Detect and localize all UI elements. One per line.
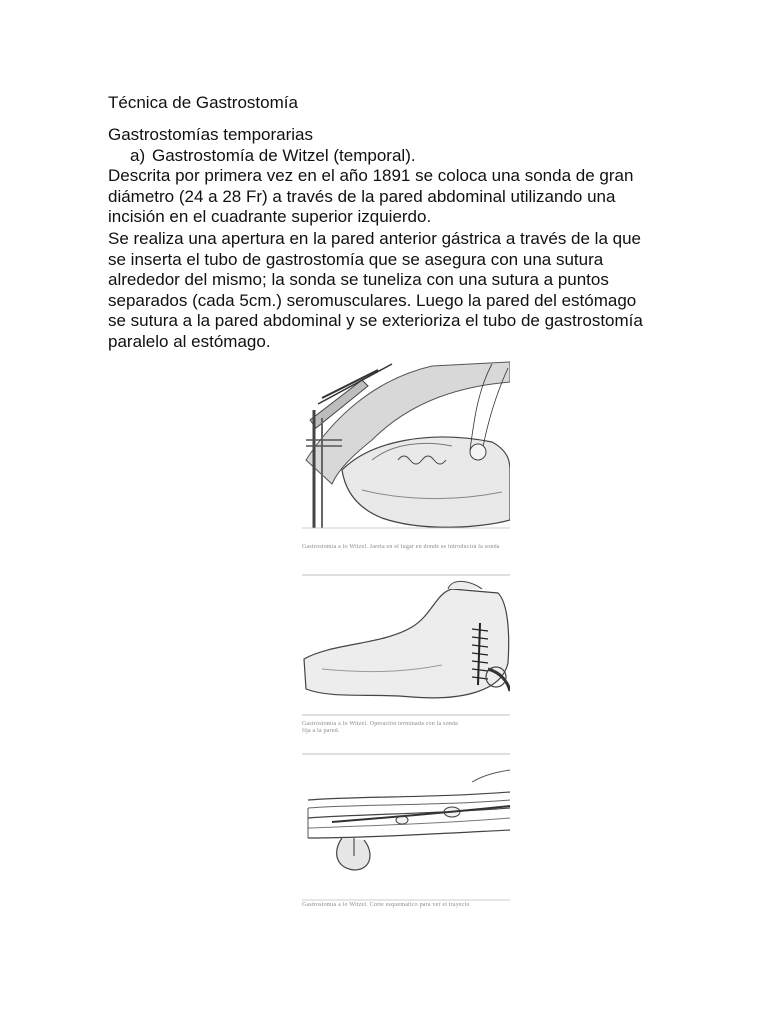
- document-title: Técnica de Gastrostomía: [108, 93, 298, 112]
- paragraph-line: paralelo al estómago.: [108, 331, 271, 351]
- figure-caption: Gastrostomía a lo Witzel. Jareta en el lugar en donde se introducirá la sonda: [302, 544, 500, 550]
- figure-caption: Gastrostomía a lo Witzel. Operación terminada con la sonda: [302, 721, 459, 727]
- figure-caption: Gastrostomía a lo Witzel. Corte esquemático para ver el trayecto: [302, 902, 470, 908]
- figure-witzel-purse-string: [302, 360, 510, 551]
- paragraph-line: se sutura a la pared abdominal y se exterioriza el tubo de gastrostomía: [108, 311, 643, 331]
- surgical-illustration-3: [302, 752, 510, 902]
- paragraph-line: Descrita por primera vez en el año 1891 se coloca una sonda de gran: [108, 166, 634, 185]
- section-heading: Gastrostomías temporarias: [108, 125, 314, 144]
- list-item-witzel: [130, 145, 416, 167]
- list-marker: a): [130, 146, 146, 165]
- paragraph-line: se inserta el tubo de gastrostomía que se asegura con una sutura: [108, 249, 604, 269]
- surgical-illustration-2: [302, 573, 510, 721]
- paragraph-line: separados (cada 5cm.) seromusculares. Luego la pared del estómago: [108, 290, 637, 310]
- paragraph-line: incisión en el cuadrante superior izquierdo.: [108, 207, 432, 227]
- paragraph-procedure: [108, 229, 668, 353]
- list-item-text: Gastrostomía de Witzel (temporal).: [152, 146, 416, 165]
- figure-caption: fija a la pared.: [302, 728, 340, 734]
- paragraph-line: alrededor del mismo; la sonda se tuneliza con una sutura a puntos: [108, 270, 609, 290]
- surgical-illustration-1: [302, 360, 510, 544]
- figure-witzel-schematic: [302, 752, 510, 909]
- paragraph-description: [108, 166, 668, 228]
- paragraph-line: diámetro (24 a 28 Fr) a través de la pared abdominal utilizando una: [108, 186, 616, 206]
- paragraph-line: Se realiza una apertura en la pared anterior gástrica a través de la que: [108, 229, 641, 248]
- figure-witzel-completed: [302, 573, 510, 735]
